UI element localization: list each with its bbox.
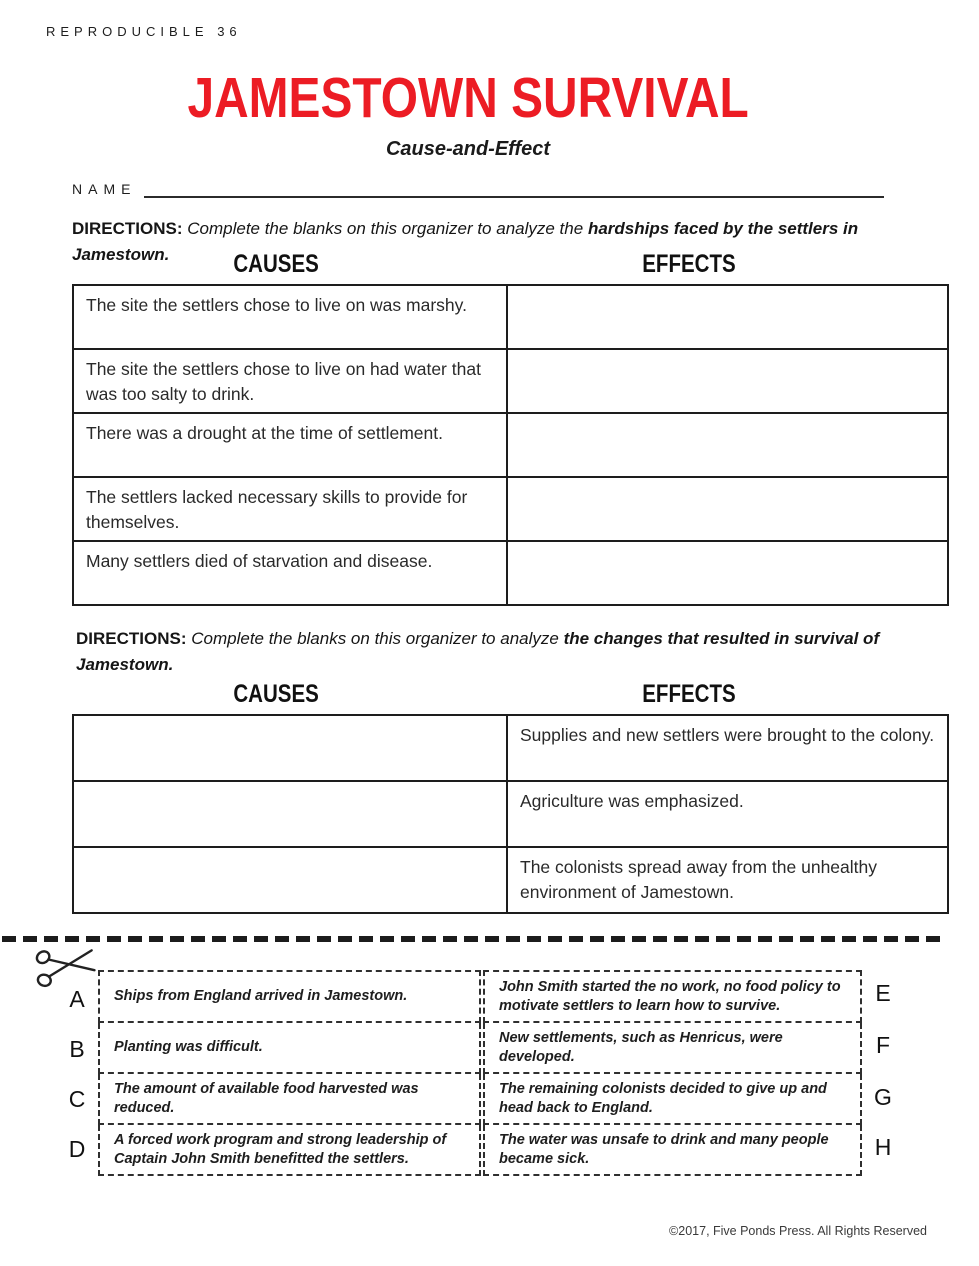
cutout-card[interactable]: John Smith started the no work, no food policy to motivate settlers to learn how to survive. bbox=[484, 971, 861, 1022]
causes-header-1: CAUSES bbox=[233, 250, 319, 278]
cutout-card[interactable]: New settlements, such as Henricus, were developed. bbox=[484, 1022, 861, 1073]
name-input-line[interactable] bbox=[144, 180, 884, 198]
directions-section-2 bbox=[76, 626, 894, 679]
name-label: NAME bbox=[72, 181, 137, 198]
table-row bbox=[73, 413, 948, 477]
hardships-organizer-table bbox=[72, 284, 949, 606]
cause-cell: The site the settlers chose to live on had water that was too salty to drink. bbox=[73, 349, 507, 413]
table-row bbox=[99, 1124, 480, 1175]
cutout-card[interactable]: The water was unsafe to drink and many people became sick. bbox=[484, 1124, 861, 1175]
scissors-icon bbox=[34, 944, 100, 994]
survival-organizer-table bbox=[72, 714, 949, 914]
cause-blank-cell[interactable] bbox=[73, 781, 507, 847]
effect-blank-cell[interactable] bbox=[507, 541, 948, 605]
table-row bbox=[73, 349, 948, 413]
page-subtitle: Cause-and-Effect bbox=[385, 138, 551, 160]
cutout-card[interactable]: Planting was difficult. bbox=[99, 1022, 480, 1073]
table-row bbox=[99, 971, 480, 1022]
cause-cell: The site the settlers chose to live on was marshy. bbox=[73, 285, 507, 349]
title-container bbox=[0, 66, 936, 130]
card-letter-d: D bbox=[68, 1136, 86, 1162]
cause-cell: The settlers lacked necessary skills to provide for themselves. bbox=[73, 477, 507, 541]
directions-label: DIRECTIONS: bbox=[76, 629, 187, 648]
name-row bbox=[72, 180, 884, 198]
cutout-cards-left bbox=[98, 970, 481, 1176]
cause-cell: Many settlers died of starvation and disease. bbox=[73, 541, 507, 605]
table-row bbox=[73, 847, 948, 913]
card-letter-g: G bbox=[874, 1084, 892, 1110]
copyright-text: ©2017, Five Ponds Press. All Rights Reserved bbox=[669, 1224, 927, 1238]
table-row bbox=[484, 971, 861, 1022]
page-title: JAMESTOWN SURVIVAL bbox=[187, 66, 749, 130]
effects-header-1: EFFECTS bbox=[641, 250, 736, 278]
cause-cell: There was a drought at the time of settlement. bbox=[73, 413, 507, 477]
effect-blank-cell[interactable] bbox=[507, 413, 948, 477]
table-row bbox=[484, 1022, 861, 1073]
cause-blank-cell[interactable] bbox=[73, 715, 507, 781]
effect-blank-cell[interactable] bbox=[507, 285, 948, 349]
directions-emphasis: the changes that resulted in survival of Jamestown. bbox=[76, 629, 880, 675]
table-row bbox=[73, 781, 948, 847]
causes-header-2: CAUSES bbox=[233, 680, 319, 708]
card-letter-e: E bbox=[875, 980, 891, 1006]
directions-text: Complete the blanks on this organizer to analyze the bbox=[187, 219, 584, 238]
cut-dashed-line bbox=[2, 936, 944, 942]
directions-emphasis: hardships faced by the settlers in Jamestown. bbox=[72, 219, 859, 265]
table-row bbox=[99, 1022, 480, 1073]
directions-label: DIRECTIONS: bbox=[72, 219, 183, 238]
cutout-card[interactable]: The remaining colonists decided to give up and head back to England. bbox=[484, 1073, 861, 1124]
table-row bbox=[73, 477, 948, 541]
directions-text: Complete the blanks on this organizer to analyze bbox=[191, 629, 559, 648]
cutout-cards-right bbox=[483, 970, 862, 1176]
subtitle-container bbox=[0, 138, 936, 161]
reproducible-label: REPRODUCIBLE 36 bbox=[46, 24, 242, 39]
effect-cell: Agriculture was emphasized. bbox=[507, 781, 948, 847]
table-row bbox=[484, 1073, 861, 1124]
effects-header-2: EFFECTS bbox=[641, 680, 736, 708]
card-letter-f: F bbox=[875, 1032, 891, 1058]
cause-blank-cell[interactable] bbox=[73, 847, 507, 913]
card-letter-c: C bbox=[68, 1086, 86, 1112]
cutout-card[interactable]: Ships from England arrived in Jamestown. bbox=[99, 971, 480, 1022]
cutout-card[interactable]: A forced work program and strong leadership of Captain John Smith benefitted the settlers. bbox=[99, 1124, 480, 1175]
card-letter-a: A bbox=[69, 986, 85, 1012]
table-row bbox=[73, 541, 948, 605]
card-letter-b: B bbox=[69, 1036, 85, 1062]
table-row bbox=[73, 715, 948, 781]
effect-blank-cell[interactable] bbox=[507, 477, 948, 541]
table-row bbox=[484, 1124, 861, 1175]
cutout-card[interactable]: The amount of available food harvested was reduced. bbox=[99, 1073, 480, 1124]
card-letter-h: H bbox=[874, 1134, 892, 1160]
effect-blank-cell[interactable] bbox=[507, 349, 948, 413]
table-row bbox=[99, 1073, 480, 1124]
effect-cell: The colonists spread away from the unhealthy environment of Jamestown. bbox=[507, 847, 948, 913]
effect-cell: Supplies and new settlers were brought to the colony. bbox=[507, 715, 948, 781]
table-row bbox=[73, 285, 948, 349]
